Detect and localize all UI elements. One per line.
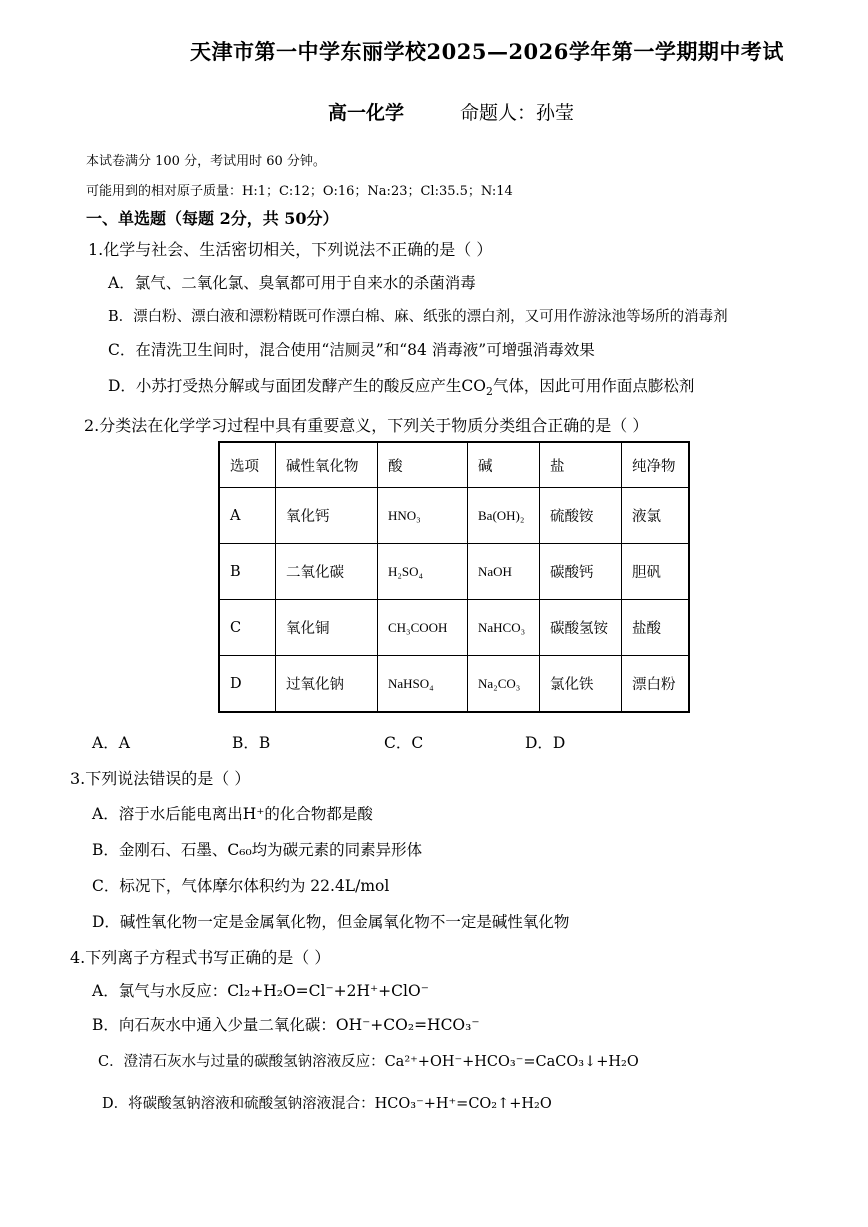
- table-cell: 液氯: [622, 488, 690, 544]
- table-cell: 氯化铁: [540, 656, 622, 713]
- atomic-mass-line: 可能用到的相对原子质量：H:1；C:12；O:16；Na:23；Cl:35.5；N:14: [86, 184, 513, 199]
- table-row: [219, 544, 689, 600]
- q1-option-d: D．小苏打受热分解或与面团发酵产生的酸反应产生$CO_2$气体，因此可用作面点膨松剂: [108, 377, 695, 399]
- q2-option-a: A．A: [92, 734, 130, 752]
- exam-subtitle: [328, 98, 574, 125]
- q3-option-b: B．金刚石、石墨、C₆₀均为碳元素的同素异形体: [92, 841, 423, 859]
- table-header-cell: 碱: [468, 442, 540, 488]
- table-cell: 漂白粉: [622, 656, 690, 713]
- table-cell: H₂SO₄: [378, 544, 468, 600]
- q1-option-c: C．在清洗卫生间时，混合使用“洁厕灵”和“84 消毒液”可增强消毒效果: [108, 341, 595, 359]
- classification-table: [218, 441, 690, 713]
- author-label: 命题人：孙莹: [460, 102, 575, 124]
- q4-option-b: B．向石灰水中通入少量二氧化碳：OH⁻+CO₂=HCO₃⁻: [92, 1016, 480, 1034]
- table-cell: NaHCO₃: [468, 600, 540, 656]
- table-cell: 碳酸氢铵: [540, 600, 622, 656]
- table-cell: NaOH: [468, 544, 540, 600]
- table-cell: C: [219, 600, 276, 656]
- q2-stem: 2.分类法在化学学习过程中具有重要意义，下列关于物质分类组合正确的是（ ）: [84, 416, 649, 435]
- table-header-cell: 酸: [378, 442, 468, 488]
- q2-option-c: C．C: [384, 734, 424, 752]
- table-header-cell: 选项: [219, 442, 276, 488]
- q1-option-a: A．氯气、二氧化氯、臭氧都可用于自来水的杀菌消毒: [108, 274, 476, 292]
- q1-stem: 1.化学与社会、生活密切相关，下列说法不正确的是（ ）: [88, 240, 493, 259]
- table-cell: CH₃COOH: [378, 600, 468, 656]
- table-cell: Ba(OH)₂: [468, 488, 540, 544]
- q4-option-c: C．澄清石灰水与过量的碳酸氢钠溶液反应：Ca²⁺+OH⁻+HCO₃⁻=CaCO₃↓+H₂O: [98, 1054, 639, 1070]
- table-cell: 过氧化钠: [276, 656, 378, 713]
- table-row: [219, 488, 689, 544]
- q4-stem: 4.下列离子方程式书写正确的是（ ）: [70, 948, 331, 967]
- exam-title: 天津市第一中学东丽学校2025—2026学年第一学期期中考试: [190, 39, 784, 64]
- q4-option-a: A．氯气与水反应：Cl₂+H₂O=Cl⁻+2H⁺+ClO⁻: [92, 982, 429, 1000]
- q3-option-a: A．溶于水后能电离出H⁺的化合物都是酸: [92, 805, 373, 823]
- table-header-cell: 碱性氧化物: [276, 442, 378, 488]
- table-cell: D: [219, 656, 276, 713]
- table-row: [219, 600, 689, 656]
- q2-option-b: B．B: [232, 734, 271, 752]
- q3-option-d: D．碱性氧化物一定是金属氧化物，但金属氧化物不一定是碱性氧化物: [92, 913, 570, 931]
- q3-option-c: C．标况下，气体摩尔体积约为 22.4L/mol: [92, 877, 390, 895]
- table-cell: Na₂CO₃: [468, 656, 540, 713]
- table-cell: 胆矾: [622, 544, 690, 600]
- table-cell: 氧化钙: [276, 488, 378, 544]
- table-header-row: [219, 442, 689, 488]
- table-cell: 氧化铜: [276, 600, 378, 656]
- table-cell: 二氧化碳: [276, 544, 378, 600]
- table-row: [219, 656, 689, 713]
- table-cell: 硫酸铵: [540, 488, 622, 544]
- subject-label: 高一化学: [328, 102, 405, 124]
- table-cell: A: [219, 488, 276, 544]
- table-cell: NaHSO₄: [378, 656, 468, 713]
- q2-option-d: D．D: [525, 734, 566, 752]
- table-cell: 盐酸: [622, 600, 690, 656]
- table-cell: HNO₃: [378, 488, 468, 544]
- table-cell: 碳酸钙: [540, 544, 622, 600]
- section-heading: 一、单选题（每题 2分，共 50分）: [86, 209, 339, 228]
- table-header-cell: 盐: [540, 442, 622, 488]
- q4-option-d: D．将碳酸氢钠溶液和硫酸氢钠溶液混合：HCO₃⁻+H⁺=CO₂↑+H₂O: [102, 1096, 552, 1112]
- q1-option-b: B．漂白粉、漂白液和漂粉精既可作漂白棉、麻、纸张的漂白剂，又可用作游泳池等场所的消毒剂: [108, 309, 728, 325]
- table-cell: B: [219, 544, 276, 600]
- exam-info-line: 本试卷满分 100 分，考试用时 60 分钟。: [86, 154, 326, 169]
- table-header-cell: 纯净物: [622, 442, 690, 488]
- q3-stem: 3.下列说法错误的是（ ）: [70, 769, 251, 788]
